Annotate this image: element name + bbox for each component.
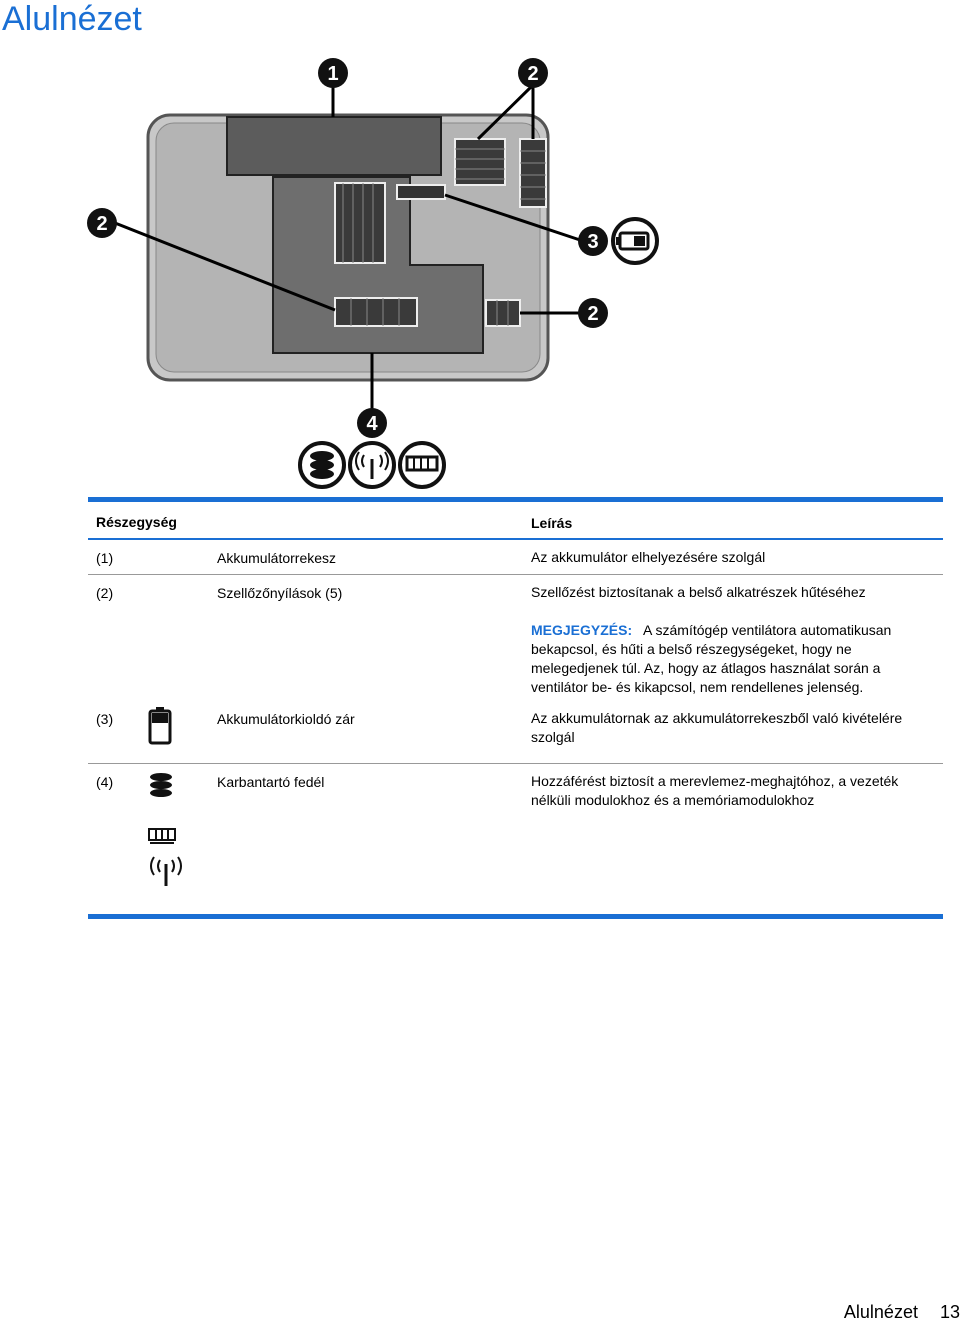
svg-text:3: 3	[587, 231, 599, 253]
row-name: Karbantartó fedél	[217, 774, 325, 790]
note-text: A számítógép ventilátora automatikusan bekapcsol, és hűti a belső részegységeket, hogy ne melegedjenek túl. Az, hogy az átlagos használat során a ventilátor be- és kikapcsol, nem rendellenes jelenség.	[531, 622, 892, 695]
wireless-icon	[148, 856, 184, 889]
row-number: (3)	[96, 711, 114, 727]
row-name: Szellőzőnyílások (5)	[217, 585, 343, 601]
component-table	[88, 497, 943, 904]
callout-3	[578, 226, 608, 256]
battery-icon	[613, 219, 657, 263]
row-description: Szellőzést biztosítanak a belső alkatrészek hűtéséhez	[531, 584, 866, 600]
svg-text:2: 2	[587, 303, 599, 325]
vent-top-2	[520, 139, 546, 207]
row-number: (2)	[96, 585, 114, 601]
table-row	[88, 701, 943, 763]
page-footer	[844, 1302, 960, 1323]
table-header-row	[88, 502, 943, 538]
row-name: Akkumulátorrekesz	[217, 550, 337, 566]
page-title: Alulnézet	[2, 0, 142, 38]
hard-drive-icon	[148, 772, 174, 801]
callout-2-right	[578, 298, 608, 328]
page-number: 13	[939, 1302, 960, 1322]
battery-icon	[148, 707, 172, 748]
row-description: Hozzáférést biztosít a merevlemez-meghajtóhoz, a vezeték nélküli modulokhoz és a memóriamodulokhoz	[531, 773, 899, 808]
header-component: Részegység	[96, 514, 177, 530]
table-row	[88, 575, 943, 701]
memory-module-icon	[148, 828, 176, 847]
vent-bottom-2	[486, 300, 520, 326]
table-row	[88, 764, 943, 904]
battery-latch	[397, 185, 445, 199]
callout-2-left	[87, 208, 117, 238]
note-block	[531, 621, 941, 697]
row-description: Az akkumulátornak az akkumulátorrekeszből való kivételére szolgál	[531, 710, 903, 745]
header-description: Leírás	[531, 515, 573, 531]
memory-module-icon	[400, 443, 444, 487]
vent-top-1	[455, 139, 505, 185]
callout-2-top	[518, 58, 548, 88]
table-bottom-rule	[88, 914, 943, 919]
laptop-bottom-illustration	[80, 55, 680, 495]
note-label: MEGJEGYZÉS:	[531, 622, 633, 638]
laptop-bottom-figure	[80, 55, 680, 495]
table-row	[88, 540, 943, 574]
wireless-icon	[350, 443, 394, 487]
row-number: (4)	[96, 774, 114, 790]
callout-1	[318, 58, 348, 88]
svg-text:2: 2	[96, 213, 108, 235]
vent-bottom-1	[335, 298, 417, 326]
row-number: (1)	[96, 550, 114, 566]
svg-text:4: 4	[366, 413, 378, 435]
svg-text:1: 1	[327, 63, 339, 85]
callout-4	[357, 408, 387, 438]
svg-text:2: 2	[527, 63, 539, 85]
footer-section: Alulnézet	[843, 1302, 918, 1322]
hard-drive-icon	[300, 443, 344, 487]
row-name: Akkumulátorkioldó zár	[217, 711, 355, 727]
row-description: Az akkumulátor elhelyezésére szolgál	[531, 549, 766, 565]
vent-center	[335, 183, 385, 263]
